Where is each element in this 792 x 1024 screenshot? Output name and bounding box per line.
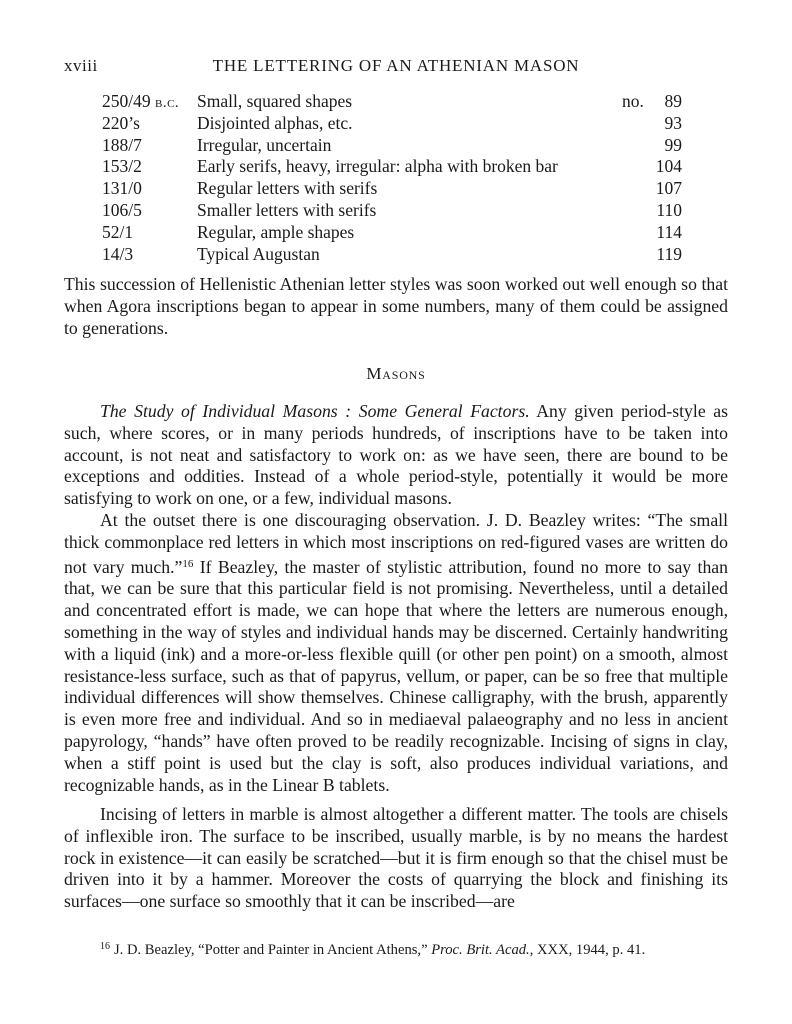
table-row bbox=[64, 156, 728, 178]
row-number: 104 bbox=[655, 156, 682, 177]
row-description: Smaller letters with serifs bbox=[197, 199, 377, 220]
row-description: Regular letters with serifs bbox=[197, 178, 378, 199]
footnote-text: , XXX, 1944, p. 41. bbox=[529, 942, 646, 958]
row-number: 110 bbox=[656, 199, 682, 220]
table-row bbox=[64, 91, 728, 113]
table-row bbox=[64, 200, 728, 222]
footnote-text: J. D. Beazley, “Potter and Painter in Ancient Athens,” bbox=[114, 942, 432, 958]
row-number: 99 bbox=[664, 134, 682, 155]
number-prefix: no. bbox=[622, 91, 644, 111]
page-number: xviii bbox=[64, 56, 98, 75]
row-description: Regular, ample shapes bbox=[197, 221, 355, 242]
table-row bbox=[64, 244, 728, 266]
row-description: Early serifs, heavy, irregular: alpha with broken bar bbox=[197, 156, 558, 177]
footnote-reference: 16 bbox=[182, 557, 194, 570]
row-number: 89 bbox=[664, 91, 682, 111]
footnote bbox=[64, 937, 728, 960]
row-date: 220’s bbox=[102, 112, 140, 133]
row-date: 106/5 bbox=[102, 199, 142, 220]
paragraph-text: If Beazley, the master of stylistic attribution, found no more to say than that, we can be sure that this particular field is not promising. Nevertheless, until a detailed and concentrated effort is made, we can hope that where the letters are numerous enough, something in the way of styles and individual hands may be discerned. Certainly handwriting with a liquid (ink) and a more-or-less flexible quill (or other pen point) on a smooth, almost resistance-less surface, such as that of papyrus, vellum, or paper, can be so free that multiple individual differences will show themselves. Chinese calligraphy, with the brush, apparently is even more free and individual. And so in mediaeval palaeography and no less in ancient papyrology, “hands” have often proved to be readily recognizable. Incising of signs in clay, when a stiff point is used but the clay is soft, also produces individual variations, and recognizable hands, as in the Linear B tablets. bbox=[64, 556, 728, 795]
row-description: Disjointed alphas, etc. bbox=[197, 112, 353, 133]
row-date: 188/7 bbox=[102, 134, 142, 155]
table-row bbox=[64, 113, 728, 135]
body-paragraph bbox=[64, 401, 728, 510]
paragraph-text: Any given period-style as such, where scores, or in many periods hundreds, of inscriptions have to be taken into account, is not neat and satisfactory to work on: as we have seen, there are bound to be exceptions and oddities. Instead of a whole period-style, potentially it would be more satisfying to work on one, or a few, individual masons. bbox=[64, 401, 728, 509]
row-date: 153/2 bbox=[102, 156, 142, 177]
footnote-journal: Proc. Brit. Acad. bbox=[431, 942, 530, 958]
row-description: Small, squared shapes bbox=[197, 91, 353, 111]
section-heading: Masons bbox=[366, 364, 426, 383]
body-paragraph: Incising of letters in marble is almost altogether a different matter. The tools are chisels of inflexible iron. The surface to be inscribed, usually marble, is by no means the hardest rock in existence—it can easily be scratched—but it is firm enough so that the chisel must be driven into it by a hammer. Moreover the costs of quarrying the block and finishing its surfaces—one surface so smoothly that it can be inscribed—are bbox=[64, 804, 728, 912]
row-date: 14/3 bbox=[102, 243, 134, 264]
row-number: 93 bbox=[664, 112, 682, 133]
row-date: 52/1 bbox=[102, 221, 134, 242]
running-header bbox=[64, 56, 728, 80]
running-title: THE LETTERING OF AN ATHENIAN MASON bbox=[212, 56, 580, 75]
era-label: b.c. bbox=[155, 95, 180, 111]
row-description: Typical Augustan bbox=[197, 243, 320, 264]
table-row bbox=[64, 135, 728, 157]
paragraph-text: At the outset there is one discouraging observation. J. D. Beazley writes: “The small thick commonplace red letters in which most inscriptions on red-figured vases are written do not vary much.” bbox=[64, 510, 728, 577]
summary-paragraph: This succession of Hellenistic Athenian letter styles was soon worked out well enough so that when Agora inscriptions began to appear in some numbers, many of them could be assigned to generations. bbox=[64, 274, 728, 338]
row-date: 131/0 bbox=[102, 178, 142, 199]
body-paragraph bbox=[64, 510, 728, 796]
letter-styles-table bbox=[64, 91, 728, 265]
row-number: 107 bbox=[655, 178, 682, 199]
paragraph-lead: The Study of Individual Masons : Some General Factors. bbox=[100, 401, 530, 421]
row-description: Irregular, uncertain bbox=[197, 134, 332, 155]
table-row bbox=[64, 222, 728, 244]
footnote-marker: 16 bbox=[100, 941, 110, 952]
table-row bbox=[64, 178, 728, 200]
row-number: 114 bbox=[656, 221, 682, 242]
row-number: 119 bbox=[656, 243, 682, 264]
row-date: 250/49 b.c. bbox=[102, 91, 180, 111]
